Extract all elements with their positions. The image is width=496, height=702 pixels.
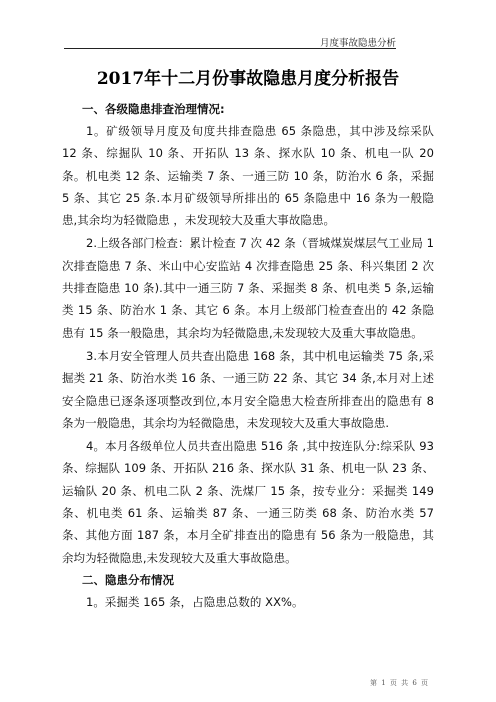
page-footer: 第 1 页 共 6 页 [370,679,430,687]
document-body [62,98,434,613]
document-title: 2017年十二月份事故隐患月度分析报告 [96,69,400,89]
paragraph-4: 4。本月各级单位人员共查出隐患 516 条 ,其中按连队分:综采队 93 条、综掘队 109 条、开拓队 216 条、探水队 31 条、机电一队 23 条、运输队 20 条、机电二队 2 条、洗煤厂 15 条，按专业分：采掘类 149 条、机电类 61 条、运输类 87 条、一通三防类 68 条、防治水类 57 条、其他方面 187 条，本月全矿排查出的隐患有 56 条为一般隐患，其余均为轻微隐患,未发现较大及重大事故隐患。 [62,439,434,565]
section-heading-2: 二、隐患分布情况 [82,572,174,587]
paragraph-5: 1。采掘类 165 条，占隐患总数的 XX%。 [86,594,304,609]
paragraph-2: 2.上级各部门检查：累计检查 7 次 42 条（晋城煤炭煤层气工业局 1 次排查隐患 7 条、米山中心安监站 4 次排查隐患 25 条、科兴集团 2 次共排查隐患 10 条).其中一通三防 7 条、采掘类 8 条、机电类 5 条,运输类 15 条、防治水 1 条、其它 6 条。本月上级部门检查查出的 42 条隐患有 15 条一般隐患，其余均为轻微隐患,未发现较大及重大事故隐患。 [62,236,434,340]
running-header: 月度事故隐患分析 [319,38,396,49]
header-rule [64,48,396,49]
paragraph-1: 1。矿级领导月度及旬度共排查隐患 65 条隐患，其中涉及综采队 12 条、综掘队 10 条、开拓队 13 条、探水队 10 条、机电一队 20 条。机电类 12 条、运输类 7 条、一通三防 10 条，防治水 6 条，采掘 5 条、其它 25 条.本月矿级领导所排出的 65 条隐患中 16 条为一般隐患,其余均为轻微隐患 ，未发现较大及重大事故隐患。 [62,124,434,228]
section-heading-1: 一、各级隐患排查治理情况: [82,102,225,116]
paragraph-3: 3.本月安全管理人员共查出隐患 168 条，其中机电运输类 75 条,采掘类 21 条、防治水类 16 条、一通三防 22 条、其它 34 条,本月对上述安全隐患已逐条逐项整改到位,本月安全隐患大检查所排查出的隐患有 8 条为一般隐患，其余均为轻微隐患，未发现较大及重大事故隐患. [62,348,434,430]
